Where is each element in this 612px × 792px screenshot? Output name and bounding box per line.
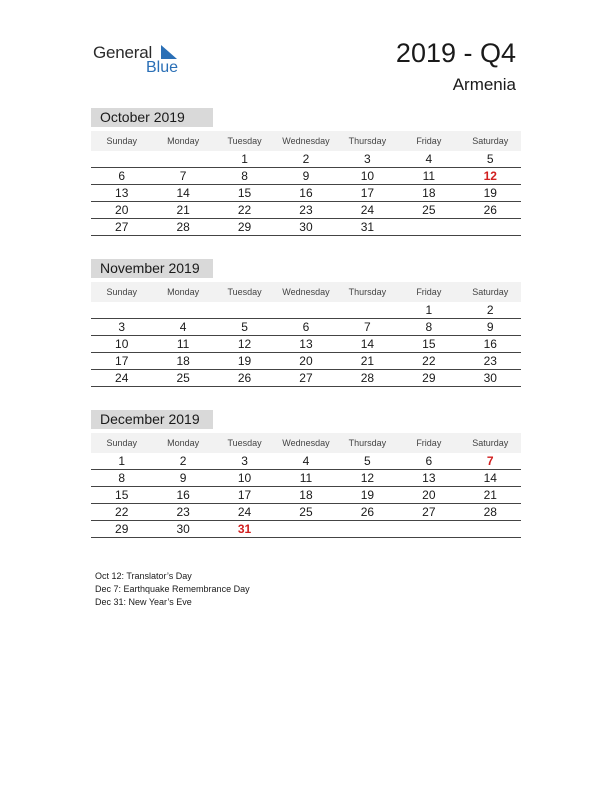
week-row (91, 470, 521, 487)
weekday-header-row (91, 282, 521, 302)
weekday-label: Monday (167, 287, 200, 297)
weekday-label: Friday (416, 136, 442, 146)
holiday-note: Dec 7: Earthquake Remembrance Day (95, 584, 250, 594)
day-cell: 20 (115, 203, 129, 217)
day-cell: 21 (483, 488, 497, 502)
day-cell: 27 (422, 505, 436, 519)
weekday-label: Thursday (348, 438, 387, 448)
week-row (91, 185, 521, 202)
day-cell: 1 (241, 152, 248, 166)
day-cell: 15 (237, 186, 252, 200)
day-cell (152, 302, 213, 318)
weekday-label: Friday (416, 438, 442, 448)
week-row (91, 521, 521, 538)
day-cell: 24 (237, 505, 252, 519)
day-cell: 18 (422, 186, 436, 200)
day-cell: 11 (176, 337, 190, 351)
day-cell: 8 (425, 320, 433, 334)
day-cell: 26 (237, 371, 252, 385)
day-cell (398, 521, 459, 537)
day-cell: 26 (483, 203, 497, 217)
country-name: Armenia (452, 75, 516, 94)
day-cell: 10 (115, 337, 129, 351)
day-cell (152, 151, 213, 167)
day-cell (275, 521, 336, 537)
day-cell: 19 (360, 488, 375, 502)
day-cell: 30 (299, 220, 313, 234)
weekday-label: Friday (416, 287, 442, 297)
holiday-day-cell: 12 (483, 169, 497, 183)
day-cell: 14 (360, 337, 375, 351)
day-cell: 9 (179, 471, 187, 485)
weekday-label: Monday (167, 438, 200, 448)
day-cell: 21 (176, 203, 190, 217)
weekday-header-row (91, 131, 521, 151)
weekday-label: Sunday (106, 136, 137, 146)
day-cell: 11 (299, 471, 313, 485)
day-cell: 18 (176, 354, 190, 368)
day-cell: 14 (176, 186, 190, 200)
day-cell: 27 (299, 371, 313, 385)
day-cell: 19 (237, 354, 252, 368)
holiday-day-cell: 31 (237, 522, 252, 536)
week-row (91, 168, 521, 185)
day-cell (91, 302, 152, 318)
day-cell: 11 (422, 169, 436, 183)
day-cell: 22 (422, 354, 436, 368)
holiday-note: Dec 31: New Year’s Eve (95, 597, 192, 607)
day-cell: 31 (360, 220, 375, 234)
weekday-label: Wednesday (282, 438, 330, 448)
weekday-label: Thursday (348, 287, 387, 297)
day-cell: 27 (115, 220, 129, 234)
day-cell (337, 521, 398, 537)
week-row (91, 219, 521, 236)
day-cell (214, 302, 275, 318)
day-cell: 13 (115, 186, 129, 200)
day-cell (91, 151, 152, 167)
weekday-label: Saturday (472, 287, 509, 297)
day-cell: 12 (360, 471, 375, 485)
day-cell: 26 (360, 505, 375, 519)
page-title: 2019 - Q4 (395, 38, 516, 68)
day-cell: 29 (237, 220, 252, 234)
day-cell: 28 (360, 371, 375, 385)
weekday-label: Tuesday (227, 438, 262, 448)
day-cell: 17 (115, 354, 129, 368)
day-cell: 1 (118, 454, 126, 468)
week-row (91, 353, 521, 370)
day-cell: 2 (179, 454, 187, 468)
day-cell: 28 (483, 505, 497, 519)
day-cell: 25 (422, 203, 436, 217)
day-cell: 16 (176, 488, 190, 502)
weekday-label: Thursday (348, 136, 387, 146)
day-cell: 17 (360, 186, 375, 200)
day-cell: 5 (364, 454, 371, 468)
day-cell: 20 (422, 488, 436, 502)
day-cell: 6 (425, 454, 433, 468)
week-row (91, 319, 521, 336)
logo-triangle-icon (159, 44, 179, 60)
day-cell (337, 302, 398, 318)
month-october (91, 108, 521, 236)
day-cell: 29 (115, 522, 129, 536)
day-cell: 23 (176, 505, 190, 519)
week-row (91, 151, 521, 168)
day-cell: 22 (115, 505, 129, 519)
month-name: October 2019 (91, 108, 213, 127)
day-cell: 6 (118, 169, 126, 183)
weekday-label: Sunday (106, 438, 137, 448)
day-cell: 14 (483, 471, 497, 485)
day-cell: 28 (176, 220, 190, 234)
day-cell: 5 (241, 320, 248, 334)
day-cell: 6 (302, 320, 310, 334)
weekday-label: Wednesday (282, 287, 330, 297)
holiday-notes (95, 570, 250, 609)
day-cell: 7 (179, 169, 187, 183)
day-cell: 10 (237, 471, 252, 485)
generalblue-logo (93, 40, 193, 80)
weekday-label: Wednesday (282, 136, 330, 146)
day-cell: 25 (299, 505, 313, 519)
month-november (91, 259, 521, 387)
week-row (91, 453, 521, 470)
day-cell (275, 302, 336, 318)
week-row (91, 302, 521, 319)
day-cell: 20 (299, 354, 313, 368)
day-cell: 30 (483, 371, 497, 385)
day-cell: 9 (486, 320, 494, 334)
logo-text-blue: Blue (146, 59, 179, 76)
weekday-header-row (91, 433, 521, 453)
weekday-label: Saturday (472, 438, 509, 448)
day-cell: 23 (299, 203, 313, 217)
day-cell: 16 (483, 337, 497, 351)
day-cell: 24 (115, 371, 129, 385)
day-cell: 22 (237, 203, 252, 217)
day-cell: 8 (118, 471, 126, 485)
holiday-day-cell: 7 (486, 454, 494, 468)
day-cell: 4 (425, 152, 433, 166)
weekday-label: Tuesday (227, 287, 262, 297)
day-cell: 21 (360, 354, 375, 368)
day-cell: 15 (115, 488, 129, 502)
week-row (91, 202, 521, 219)
week-row (91, 370, 521, 387)
day-cell: 7 (364, 320, 371, 334)
day-cell: 3 (118, 320, 126, 334)
day-cell: 15 (422, 337, 436, 351)
month-name: December 2019 (91, 410, 213, 429)
day-cell: 13 (422, 471, 436, 485)
day-cell: 1 (425, 303, 433, 317)
day-cell: 2 (486, 303, 494, 317)
day-cell (460, 521, 521, 537)
day-cell: 3 (241, 454, 248, 468)
day-cell: 30 (176, 522, 190, 536)
day-cell: 18 (299, 488, 313, 502)
weekday-label: Sunday (106, 287, 137, 297)
holiday-note: Oct 12: Translator’s Day (95, 571, 192, 581)
day-cell (460, 219, 521, 235)
day-cell: 23 (483, 354, 497, 368)
logo-text-general: General (93, 43, 153, 62)
day-cell: 2 (302, 152, 310, 166)
week-row (91, 504, 521, 521)
day-cell: 16 (299, 186, 313, 200)
week-row (91, 487, 521, 504)
day-cell: 25 (176, 371, 190, 385)
month-name: November 2019 (91, 259, 213, 278)
day-cell: 3 (364, 152, 371, 166)
day-cell: 5 (486, 152, 494, 166)
day-cell: 19 (483, 186, 497, 200)
day-cell: 10 (360, 169, 375, 183)
day-cell (398, 219, 459, 235)
day-cell: 4 (179, 320, 187, 334)
month-december (91, 410, 521, 538)
day-cell: 4 (302, 454, 310, 468)
day-cell: 12 (237, 337, 252, 351)
day-cell: 17 (237, 488, 252, 502)
day-cell: 8 (241, 169, 248, 183)
weekday-label: Saturday (472, 136, 509, 146)
day-cell: 13 (299, 337, 313, 351)
day-cell: 29 (422, 371, 436, 385)
week-row (91, 336, 521, 353)
weekday-label: Monday (167, 136, 200, 146)
weekday-label: Tuesday (227, 136, 262, 146)
day-cell: 24 (360, 203, 375, 217)
day-cell: 9 (302, 169, 310, 183)
